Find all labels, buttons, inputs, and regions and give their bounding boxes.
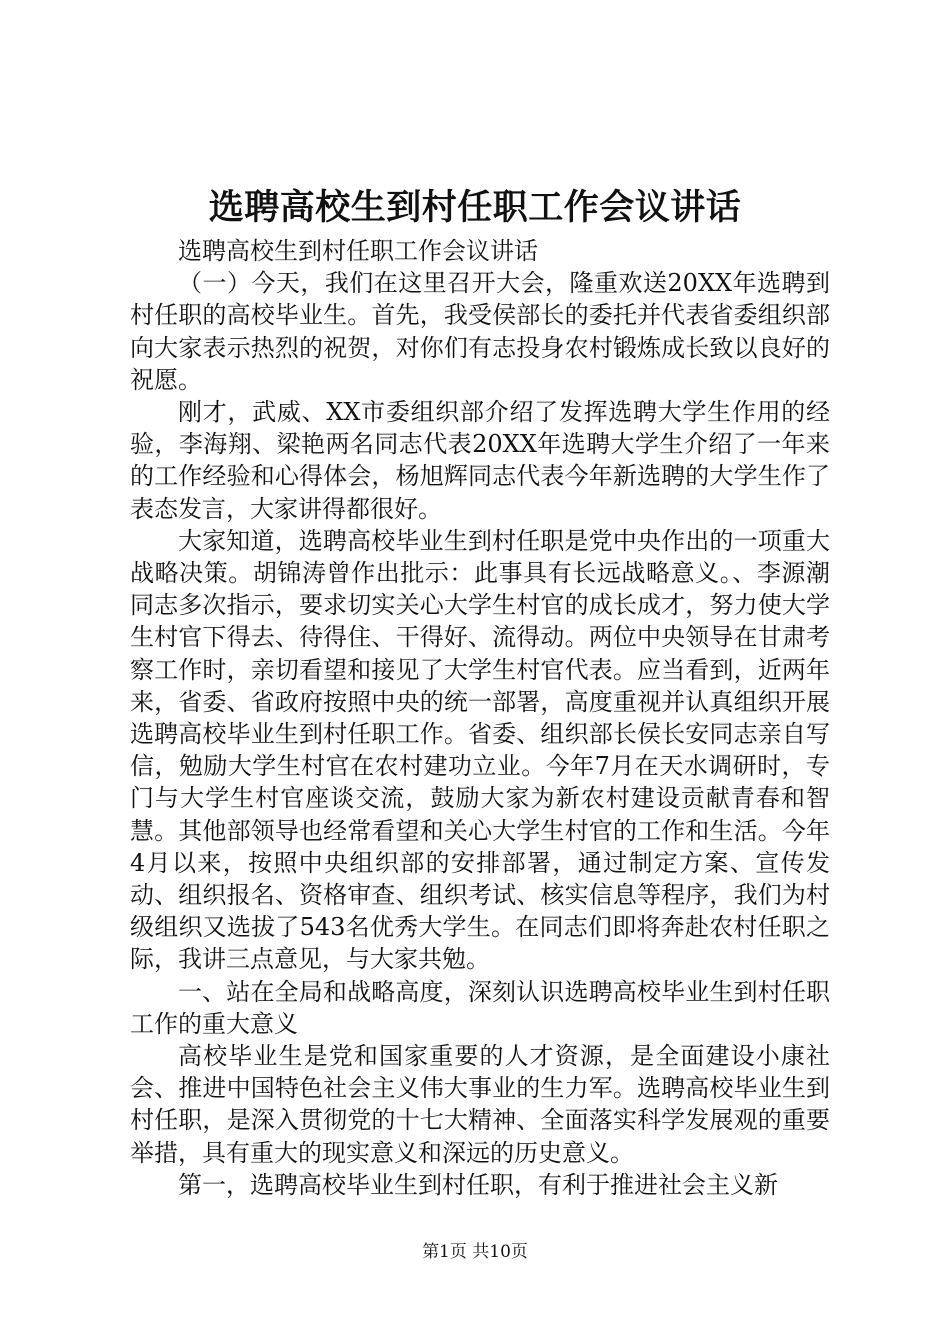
section-heading: 一、站在全局和战略高度，深刻认识选聘高校毕业生到村任职工作的重大意义 bbox=[130, 977, 830, 1038]
paragraph: （一）今天，我们在这里召开大会，隆重欢送20XX年选聘到村任职的高校毕业生。首先，我受侯部长的委托并代表省委组织部向大家表示热烈的祝贺，对你们有志投身农村锻炼成长致以良好的祝愿。 bbox=[130, 269, 830, 394]
paragraph: 大家知道，选聘高校毕业生到村任职是党中央作出的一项重大战略决策。胡锦涛曾作出批示：此事具有长远战略意义。、李源潮同志多次指示，要求切实关心大学生村官的成长成才，努力使大学生村官下得去、待得住、干得好、流得动。两位中央领导在甘肃考察工作时，亲切看望和接见了大学生村官代表。应当看到，近两年来，省委、省政府按照中央的统一部署，高度重视并认真组织开展选聘高校毕业生到村任职工作。省委、组织部长侯长安同志亲自写信，勉励大学生村官在农村建功立业。今年7月在天水调研时，专门与大学生村官座谈交流，鼓励大家为新农村建设贡献青春和智慧。其他部领导也经常看望和关心大学生村官的工作和生活。今年4月以来，按照中央组织部的安排部署，通过制定方案、宣传发动、组织报名、资格审查、组织考试、核实信息等程序，我们为村级组织又选拔了543名优秀大学生。在同志们即将奔赴农村任职之际，我讲三点意见，与大家共勉。 bbox=[130, 526, 830, 974]
document-title: 选聘高校生到村任职工作会议讲话 bbox=[208, 187, 742, 228]
document-body bbox=[130, 235, 830, 1201]
paragraph: 第一，选聘高校毕业生到村任职，有利于推进社会主义新 bbox=[178, 1170, 778, 1199]
paragraph: 刚才，武威、XX市委组织部介绍了发挥选聘大学生作用的经验，李海翔、梁艳两名同志代表20XX年选聘大学生介绍了一年来的工作经验和心得体会，杨旭辉同志代表今年新选聘的大学生作了表态发言，大家讲得都很好。 bbox=[130, 398, 830, 523]
page-footer: 第1页 共10页 bbox=[422, 1242, 528, 1262]
paragraph-subtitle: 选聘高校生到村任职工作会议讲话 bbox=[178, 237, 538, 265]
paragraph: 高校毕业生是党和国家重要的人才资源，是全面建设小康社会、推进中国特色社会主义伟大事业的生力军。选聘高校毕业生到村任职，是深入贯彻党的十七大精神、全面落实科学发展观的重要举措，具有重大的现实意义和深远的历史意义。 bbox=[130, 1042, 830, 1167]
